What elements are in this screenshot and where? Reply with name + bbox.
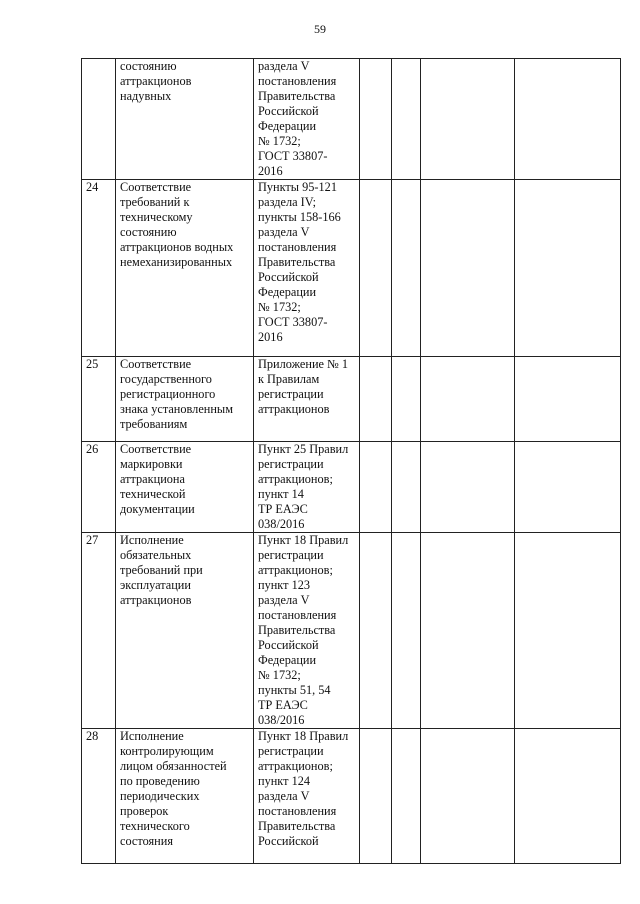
empty-cell (421, 729, 515, 864)
row-number: 27 (82, 533, 116, 729)
reference-cell: Пункт 25 Правил регистрации аттракционов; пункт 14 ТР ЕАЭС 038/2016 (254, 442, 360, 533)
empty-cell (360, 357, 392, 442)
reference-cell: Пункт 18 Правил регистрации аттракционов; пункт 123 раздела V постановления Правительства Российской Федерации № 1732; пункты 51, 54 ТР ЕАЭС 038/2016 (254, 533, 360, 729)
table-row (82, 533, 621, 729)
checklist-table (81, 58, 621, 864)
row-number (82, 59, 116, 180)
reference-cell: раздела V постановления Правительства Российской Федерации № 1732; ГОСТ 33807- 2016 (254, 59, 360, 180)
empty-cell (360, 533, 392, 729)
empty-cell (392, 729, 421, 864)
empty-cell (360, 729, 392, 864)
requirement-cell: Соответствие требований к техническому состоянию аттракционов водных немеханизированных (116, 180, 254, 357)
reference-cell: Пункт 18 Правил регистрации аттракционов; пункт 124 раздела V постановления Правительства Российской (254, 729, 360, 864)
row-number: 26 (82, 442, 116, 533)
reference-cell: Пункты 95-121 раздела IV; пункты 158-166 раздела V постановления Правительства Российской Федерации № 1732; ГОСТ 33807- 2016 (254, 180, 360, 357)
page-number: 59 (314, 22, 326, 36)
requirement-cell: Соответствие маркировки аттракциона технической документации (116, 442, 254, 533)
empty-cell (360, 442, 392, 533)
empty-cell (421, 533, 515, 729)
empty-cell (392, 180, 421, 357)
requirement-cell: состоянию аттракционов надувных (116, 59, 254, 180)
empty-cell (515, 442, 621, 533)
empty-cell (515, 180, 621, 357)
empty-cell (392, 533, 421, 729)
requirement-cell: Исполнение контролирующим лицом обязанностей по проведению периодических проверок технического состояния (116, 729, 254, 864)
empty-cell (515, 533, 621, 729)
table-row (82, 357, 621, 442)
empty-cell (515, 59, 621, 180)
requirement-cell: Соответствие государственного регистрационного знака установленным требованиям (116, 357, 254, 442)
row-number: 25 (82, 357, 116, 442)
empty-cell (421, 357, 515, 442)
row-number: 24 (82, 180, 116, 357)
empty-cell (392, 357, 421, 442)
reference-cell: Приложение № 1 к Правилам регистрации аттракционов (254, 357, 360, 442)
empty-cell (421, 442, 515, 533)
table-row (82, 729, 621, 864)
empty-cell (360, 180, 392, 357)
empty-cell (421, 59, 515, 180)
empty-cell (360, 59, 392, 180)
table-row (82, 442, 621, 533)
empty-cell (515, 729, 621, 864)
empty-cell (421, 180, 515, 357)
empty-cell (392, 59, 421, 180)
row-number: 28 (82, 729, 116, 864)
empty-cell (392, 442, 421, 533)
empty-cell (515, 357, 621, 442)
table-row (82, 59, 621, 180)
table-row (82, 180, 621, 357)
requirement-cell: Исполнение обязательных требований при эксплуатации аттракционов (116, 533, 254, 729)
